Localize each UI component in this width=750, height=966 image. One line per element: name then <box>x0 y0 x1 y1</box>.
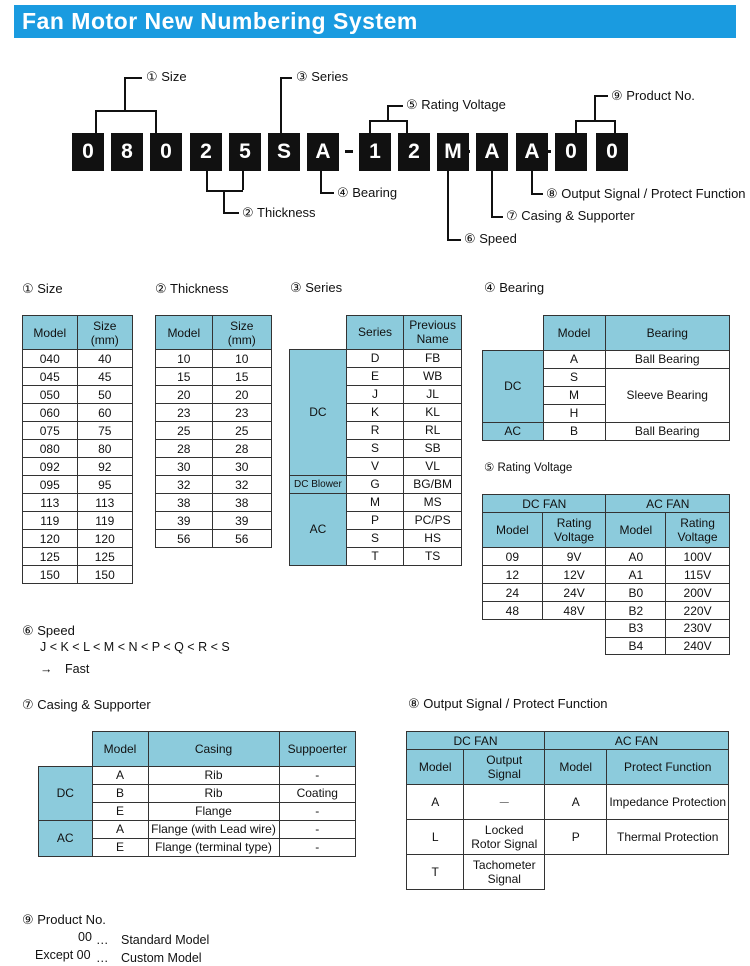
blank-cell <box>545 855 607 890</box>
diagram-label-bearing: ④ Bearing <box>337 185 398 200</box>
table-row <box>23 548 133 566</box>
blank-cell <box>39 732 93 767</box>
table-cell: Ball Bearing <box>605 422 730 440</box>
table-row <box>156 530 272 548</box>
product-no-line1-code: 00 <box>78 930 92 944</box>
table-cell: 20 <box>212 386 271 404</box>
table-row <box>156 404 272 422</box>
group-header: DC FAN <box>483 495 606 513</box>
column-header: Casing <box>148 732 279 767</box>
table-cell: PC/PS <box>404 511 462 529</box>
table-row <box>156 422 272 440</box>
table-cell: V <box>346 457 403 475</box>
column-header: Model <box>156 316 213 350</box>
table-cell: S <box>346 529 403 547</box>
table-cell: RL <box>404 421 462 439</box>
table-cell: 56 <box>212 530 271 548</box>
table-row <box>39 732 356 767</box>
speed-fast: → Fast <box>40 662 90 676</box>
table-cell: H <box>543 404 605 422</box>
table-row <box>23 368 133 386</box>
table-row <box>156 440 272 458</box>
table-cell: 045 <box>23 368 78 386</box>
table-cell: E <box>92 838 148 856</box>
size-heading: ① Size <box>22 281 63 296</box>
table-cell: 100V <box>666 548 730 566</box>
table-row <box>156 512 272 530</box>
table-cell: 39 <box>156 512 213 530</box>
table-cell: 230V <box>666 620 730 638</box>
table-cell: B <box>92 784 148 802</box>
diagram-label-rating-voltage: ⑤ Rating Voltage <box>406 97 506 112</box>
column-header: Previous Name <box>404 316 462 350</box>
column-header: Model <box>545 750 607 785</box>
blank-cell <box>483 620 543 638</box>
table-cell: 240V <box>666 637 730 654</box>
product-no-heading: ⑨ Product No. <box>22 912 106 927</box>
code-char-box: 2 <box>398 133 430 171</box>
table-cell: E <box>346 367 403 385</box>
code-separator <box>543 150 551 153</box>
table-row <box>23 422 133 440</box>
table-cell: Coating <box>279 784 356 802</box>
table-cell: 10 <box>156 350 213 368</box>
output-table <box>406 731 729 890</box>
table-cell: Flange (terminal type) <box>148 838 279 856</box>
table-cell: G <box>346 475 403 493</box>
blank-cell <box>542 637 606 654</box>
table-cell: 30 <box>156 458 213 476</box>
column-header: Rating Voltage <box>666 513 730 548</box>
table-cell: Rib <box>148 784 279 802</box>
group-label: AC <box>39 820 93 856</box>
table-cell: 38 <box>156 494 213 512</box>
blank-cell <box>290 316 347 350</box>
table-cell: - <box>279 838 356 856</box>
table-cell: D <box>346 349 403 367</box>
code-separator <box>462 150 470 153</box>
table-cell: 60 <box>77 404 132 422</box>
code-char-box: 2 <box>190 133 222 171</box>
table-cell: B <box>543 422 605 440</box>
table-cell: B0 <box>606 584 666 602</box>
thickness-heading: ② Thickness <box>155 281 229 296</box>
table-cell: B2 <box>606 602 666 620</box>
column-header: Model <box>92 732 148 767</box>
table-cell: 28 <box>212 440 271 458</box>
product-no-line1-desc: … Standard Model <box>96 933 210 947</box>
table-row <box>483 637 730 654</box>
table-cell: A <box>545 785 607 820</box>
table-cell: 9V <box>542 548 606 566</box>
table-cell: - <box>279 820 356 838</box>
table-cell: 09 <box>483 548 543 566</box>
table-row <box>483 620 730 638</box>
table-cell: 48 <box>483 602 543 620</box>
table-cell: 113 <box>77 494 132 512</box>
table-row <box>23 566 133 584</box>
table-cell: 20 <box>156 386 213 404</box>
diagram-label-series: ③ Series <box>296 69 349 84</box>
table-cell: 092 <box>23 458 78 476</box>
table-cell: P <box>545 820 607 855</box>
column-header: Series <box>346 316 403 350</box>
code-char-box: A <box>516 133 548 171</box>
table-cell: MS <box>404 493 462 511</box>
table-cell: 15 <box>212 368 271 386</box>
table-cell: 24 <box>483 584 543 602</box>
speed-order: J < K < L < M < N < P < Q < R < S <box>40 640 230 654</box>
code-char-box: A <box>307 133 339 171</box>
table-cell: SB <box>404 439 462 457</box>
code-char-box: 0 <box>72 133 104 171</box>
table-row <box>156 316 272 350</box>
table-row <box>39 820 356 838</box>
bearing-heading: ④ Bearing <box>484 280 545 295</box>
blank-cell <box>483 637 543 654</box>
table-row <box>290 493 462 511</box>
table-row <box>483 316 730 351</box>
table-row <box>290 316 462 350</box>
table-cell: 150 <box>23 566 78 584</box>
table-cell: Sleeve Bearing <box>605 368 730 422</box>
table-cell: 15 <box>156 368 213 386</box>
table-cell: 80 <box>77 440 132 458</box>
table-row <box>483 350 730 368</box>
table-cell: WB <box>404 367 462 385</box>
table-cell: 120 <box>77 530 132 548</box>
code-char-box: 1 <box>359 133 391 171</box>
table-row <box>23 512 133 530</box>
table-cell: 50 <box>77 386 132 404</box>
blank-cell <box>607 855 729 890</box>
table-cell: Thermal Protection <box>607 820 729 855</box>
table-cell: FB <box>404 349 462 367</box>
table-row <box>290 349 462 367</box>
table-cell: Ball Bearing <box>605 350 730 368</box>
table-row <box>483 495 730 513</box>
table-cell: 119 <box>77 512 132 530</box>
table-cell: A <box>407 785 464 820</box>
rating-voltage-heading: ⑤ Rating Voltage <box>484 462 573 474</box>
table-cell: 95 <box>77 476 132 494</box>
table-cell: 125 <box>77 548 132 566</box>
series-table <box>289 315 462 566</box>
casing-heading: ⑦ Casing & Supporter <box>22 697 151 712</box>
table-cell: 30 <box>212 458 271 476</box>
group-label: DC Blower <box>290 475 347 493</box>
table-cell: A0 <box>606 548 666 566</box>
table-cell: 050 <box>23 386 78 404</box>
table-cell: KL <box>404 403 462 421</box>
table-cell: P <box>346 511 403 529</box>
table-row <box>407 732 729 750</box>
blank-cell <box>542 620 606 638</box>
table-cell: Tachometer Signal <box>464 855 545 890</box>
table-row <box>23 350 133 368</box>
table-cell: BG/BM <box>404 475 462 493</box>
table-cell: 48V <box>542 602 606 620</box>
table-row <box>39 766 356 784</box>
code-char-box: 0 <box>596 133 628 171</box>
table-cell: Flange (with Lead wire) <box>148 820 279 838</box>
table-row <box>23 386 133 404</box>
table-row <box>407 785 729 820</box>
table-cell: 040 <box>23 350 78 368</box>
column-header: Protect Function <box>607 750 729 785</box>
table-cell: R <box>346 421 403 439</box>
diagram-label-speed: ⑥ Speed <box>464 231 517 246</box>
table-cell: - <box>279 766 356 784</box>
table-cell: A <box>543 350 605 368</box>
code-char-box: 0 <box>555 133 587 171</box>
table-cell: Locked Rotor Signal <box>464 820 545 855</box>
table-cell: 150 <box>77 566 132 584</box>
table-cell: - <box>279 802 356 820</box>
table-cell: A <box>92 766 148 784</box>
table-cell: 060 <box>23 404 78 422</box>
code-char-box: 8 <box>111 133 143 171</box>
column-header: Size (mm) <box>212 316 271 350</box>
bearing-table <box>482 315 730 441</box>
table-cell: HS <box>404 529 462 547</box>
column-header: Rating Voltage <box>542 513 606 548</box>
column-header: Output Signal <box>464 750 545 785</box>
table-row <box>407 855 729 890</box>
table-row <box>23 316 133 350</box>
table-cell: 125 <box>23 548 78 566</box>
table-row <box>290 475 462 493</box>
table-cell: VL <box>404 457 462 475</box>
code-char-box: 5 <box>229 133 261 171</box>
table-cell: B4 <box>606 637 666 654</box>
table-cell: Impedance Protection <box>607 785 729 820</box>
table-cell: K <box>346 403 403 421</box>
table-cell: 23 <box>156 404 213 422</box>
table-cell: T <box>407 855 464 890</box>
table-row <box>23 458 133 476</box>
code-char-box: S <box>268 133 300 171</box>
table-cell: A <box>92 820 148 838</box>
table-cell: S <box>346 439 403 457</box>
table-cell: 10 <box>212 350 271 368</box>
table-cell: 40 <box>77 350 132 368</box>
table-row <box>156 386 272 404</box>
thickness-table <box>155 315 272 548</box>
table-row <box>483 513 730 548</box>
table-row <box>407 820 729 855</box>
table-row <box>23 404 133 422</box>
diagram-label-thickness: ② Thickness <box>242 205 316 220</box>
code-char-box: M <box>437 133 469 171</box>
table-cell: 56 <box>156 530 213 548</box>
group-header: AC FAN <box>606 495 730 513</box>
page-title: Fan Motor New Numbering System <box>14 5 736 38</box>
table-cell: 28 <box>156 440 213 458</box>
blank-cell <box>483 316 544 351</box>
group-label: AC <box>290 493 347 565</box>
casing-table <box>38 731 356 857</box>
table-row <box>483 584 730 602</box>
table-row <box>156 476 272 494</box>
diagram-label-size: ① Size <box>146 69 187 84</box>
table-cell: 23 <box>212 404 271 422</box>
diagram-label-output-signal: ⑧ Output Signal / Protect Function <box>546 186 746 201</box>
table-cell: Flange <box>148 802 279 820</box>
series-heading: ③ Series <box>290 280 343 295</box>
table-cell: J <box>346 385 403 403</box>
table-row <box>407 750 729 785</box>
table-cell: 32 <box>212 476 271 494</box>
table-cell: 12V <box>542 566 606 584</box>
size-table <box>22 315 133 584</box>
table-row <box>483 548 730 566</box>
code-separator <box>345 150 353 153</box>
table-cell: 075 <box>23 422 78 440</box>
speed-heading: ⑥ Speed <box>22 623 75 638</box>
group-label: DC <box>483 350 544 422</box>
table-row <box>23 440 133 458</box>
code-char-box: 0 <box>150 133 182 171</box>
table-cell: 113 <box>23 494 78 512</box>
table-cell: 45 <box>77 368 132 386</box>
column-header: Model <box>407 750 464 785</box>
table-cell: T <box>346 547 403 565</box>
table-row <box>483 566 730 584</box>
table-cell: B3 <box>606 620 666 638</box>
table-row <box>483 602 730 620</box>
table-cell: 39 <box>212 512 271 530</box>
table-cell: 120 <box>23 530 78 548</box>
column-header: Model <box>23 316 78 350</box>
column-header: Bearing <box>605 316 730 351</box>
table-cell: 75 <box>77 422 132 440</box>
table-cell: 080 <box>23 440 78 458</box>
table-cell: 12 <box>483 566 543 584</box>
table-cell: 200V <box>666 584 730 602</box>
group-label: DC <box>290 349 347 475</box>
table-row <box>156 494 272 512</box>
table-row <box>23 476 133 494</box>
table-row <box>23 530 133 548</box>
table-cell: TS <box>404 547 462 565</box>
column-header: Model <box>606 513 666 548</box>
group-header: AC FAN <box>545 732 729 750</box>
product-no-line2-desc: … Custom Model <box>96 951 202 965</box>
table-row <box>156 350 272 368</box>
table-cell: 38 <box>212 494 271 512</box>
table-row <box>156 368 272 386</box>
table-cell: Rib <box>148 766 279 784</box>
table-cell: 32 <box>156 476 213 494</box>
diagram-label-product-no: ⑨ Product No. <box>611 88 695 103</box>
table-cell: 115V <box>666 566 730 584</box>
table-cell: L <box>407 820 464 855</box>
table-cell: 25 <box>212 422 271 440</box>
diagram-label-casing: ⑦ Casing & Supporter <box>506 208 635 223</box>
table-cell: M <box>543 386 605 404</box>
table-cell: JL <box>404 385 462 403</box>
rating-voltage-table <box>482 494 730 655</box>
table-cell: 095 <box>23 476 78 494</box>
table-cell: 24V <box>542 584 606 602</box>
table-cell: 25 <box>156 422 213 440</box>
code-char-box: A <box>476 133 508 171</box>
table-cell: － <box>464 785 545 820</box>
table-cell: M <box>346 493 403 511</box>
column-header: Suppoerter <box>279 732 356 767</box>
column-header: Model <box>543 316 605 351</box>
table-cell: 220V <box>666 602 730 620</box>
table-cell: 92 <box>77 458 132 476</box>
table-row <box>483 422 730 440</box>
group-label: AC <box>483 422 544 440</box>
table-row <box>156 458 272 476</box>
table-cell: 119 <box>23 512 78 530</box>
column-header: Model <box>483 513 543 548</box>
table-cell: A1 <box>606 566 666 584</box>
column-header: Size (mm) <box>77 316 132 350</box>
table-row <box>23 494 133 512</box>
product-no-line2-code: Except 00 <box>35 948 91 962</box>
group-label: DC <box>39 766 93 820</box>
table-cell: S <box>543 368 605 386</box>
table-cell: E <box>92 802 148 820</box>
group-header: DC FAN <box>407 732 545 750</box>
output-heading: ⑧ Output Signal / Protect Function <box>408 696 608 711</box>
